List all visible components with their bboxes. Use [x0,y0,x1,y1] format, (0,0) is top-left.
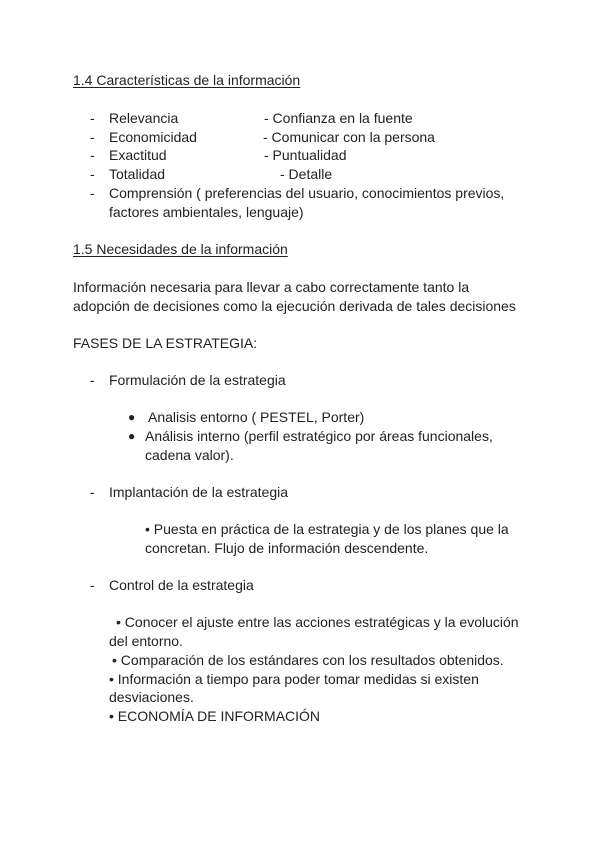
fase-control: Control de la estrategia [109,577,254,593]
implantacion-text: • Puesta en práctica de la estrategia y de los planes que la [145,521,509,537]
list-dash: - [90,577,95,593]
list-item-economicidad: Economicidad [109,129,197,145]
control-text: del entorno. [109,633,183,649]
list-item-comprension: Comprensión ( preferencias del usuario, conocimientos previos, [109,185,505,201]
list-dash: - [90,147,95,163]
list-dash: - [90,484,95,500]
fase-implantacion: Implantación de la estrategia [109,484,288,500]
paragraph-line: Información necesaria para llevar a cabo correctamente tanto la [73,279,470,295]
list-item-confianza: - Confianza en la fuente [264,110,413,126]
control-text: • Conocer el ajuste entre las acciones estratégicas y la evolución [116,614,519,630]
control-text: desviaciones. [109,689,194,705]
control-text: • Comparación de los estándares con los resultados obtenidos. [112,652,504,668]
bullet-icon: ● [128,429,136,443]
list-item-detalle: - Detalle [280,166,333,182]
control-text: • ECONOMÍA DE INFORMACIÓN [109,708,321,724]
list-dash: - [90,185,95,201]
fase-formulacion: Formulación de la estrategia [109,372,286,388]
list-dash: - [90,372,95,388]
bullet-analisis-interno: Análisis interno (perfil estratégico por áreas funcionales, [145,428,493,444]
list-dash: - [90,110,95,126]
bullet-analisis-interno-cont: cadena valor). [145,447,234,463]
fases-title: FASES DE LA ESTRATEGIA: [73,335,258,351]
heading-necesidades: 1.5 Necesidades de la información [73,241,288,257]
list-item-relevancia: Relevancia [109,110,179,126]
list-item-exactitud: Exactitud [109,147,167,163]
list-item-comprension-cont: factores ambientales, lenguaje) [109,204,304,220]
list-item-puntualidad: - Puntualidad [264,147,347,163]
bullet-icon: ● [128,410,136,424]
implantacion-text-cont: concretan. Flujo de información descendente. [145,540,429,556]
list-item-comunicar: - Comunicar con la persona [263,129,435,145]
paragraph-line: adopción de decisiones como la ejecución derivada de tales decisiones [73,298,516,314]
bullet-analisis-entorno: Analisis entorno ( PESTEL, Porter) [148,409,365,425]
list-dash: - [90,166,95,182]
heading-caracteristicas: 1.4 Características de la información [73,72,301,88]
control-text: • Información a tiempo para poder tomar medidas si existen [109,671,479,687]
list-item-totalidad: Totalidad [109,166,166,182]
list-dash: - [90,129,95,145]
